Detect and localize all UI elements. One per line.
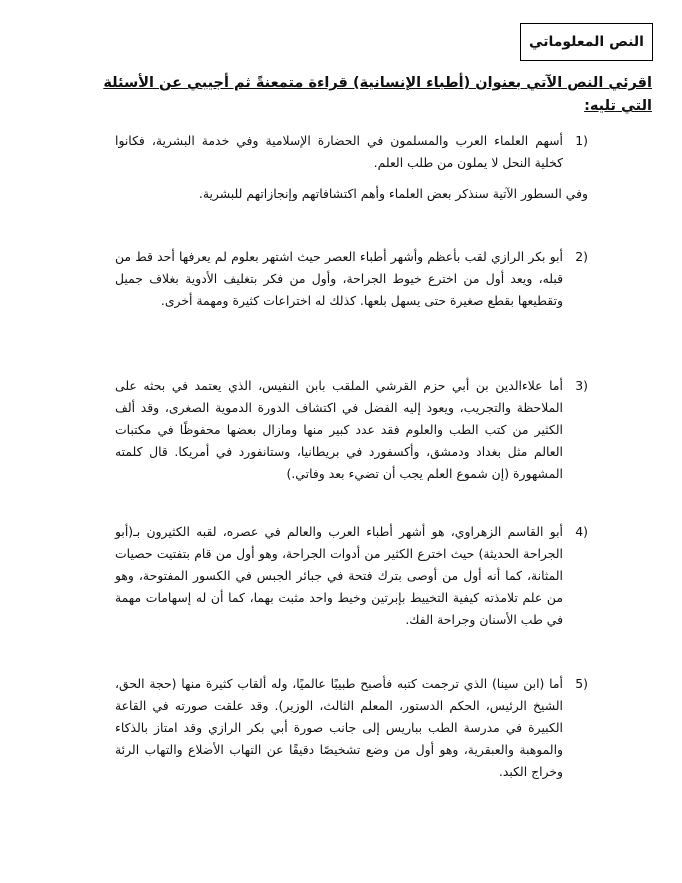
reading-instruction: اقرئي النص الآتي بعنوان (أطباء الإنسانية) قراءة متمعنةً ثم أجيبي عن الأسئلة التي تليه:: [103, 75, 652, 114]
section-title-box: [520, 23, 653, 61]
paragraph-text: أما (ابن سينا) الذي ترجمت كتبه فأصبح طبيبًا عالميًا، وله ألقاب كثيرة منها (حجة الحق، الشيخ الرئيس، الحكم الدستور، المعلم الثالث، الوزير). وقد علقت صورته في القاعة الكبيرة في مدرسة الطب بباريس إلى جانب صورة أبي بكر الرازي وقد امتاز بالذكاء والموهبة والعبقرية، وهو أول من وضع تشخيصًا دقيقًا عن التهاب الأضلاع والتهاب الرئة وخراج الكبد.: [115, 676, 563, 779]
paragraph-number: 5): [575, 676, 588, 691]
paragraph-text: أسهم العلماء العرب والمسلمون في الحضارة الإسلامية وفي خدمة البشرية، فكانوا كخلية النحل لا يملون من طلب العلم.: [115, 133, 563, 170]
paragraph-number: 2): [575, 249, 588, 264]
section-title: النص المعلوماتي: [529, 34, 644, 50]
paragraph-number: 1): [575, 133, 588, 148]
paragraph-number: 3): [575, 378, 588, 393]
paragraph-text: أما علاءالدين بن أبي حزم القرشي الملقب بابن النفيس، الذي يعتمد في بحثه على الملاحظة والتجريب، ويعود إليه الفضل في اكتشاف الدورة الدموية الصغرى، وقد ألف الكثير من كتب الطب والعلوم فقد عدد كبير منها ومازال بعضها محفوظًا في مكتبات العالم مثل بغداد ودمشق، وأكسفورد في بريطانيا، وستانفورد في أمريكا. قال كلمته المشهورة (إن شموع العلم يجب أن تضيء بعد وفاتي.): [115, 378, 563, 481]
paragraph-text: أبو بكر الرازي لقب بأعظم وأشهر أطباء العصر حيث اشتهر بعلوم لم يعرفها أحد قط من قبله، ويعد أول من اخترع خيوط الجراحة، وأول من فكر بتغليف الأدوية بغلاف جميل وتقطيعها بقطع صغيرة حتى يسهل بلعها. كذلك له اختراعات كثيرة ومهمة أخرى.: [115, 249, 563, 308]
paragraph-number: 4): [575, 524, 588, 539]
paragraph-text: أبو القاسم الزهراوي، هو أشهر أطباء العرب والعالم في عصره، لقبه الكثيرون بـ(أبو الجراحة الحديثة) حيث اخترع الكثير من أدوات الجراحة، وهو أول من قام بتفتيت حصيات المثانة، كما أنه أول من أوصى بترك فتحة في جبائر الجبس في الكسور المفتوحة، وهو من علم تلامذته كيفية التخييط بإبرتين وخيط واحد مثبت بهما، كما أن له إسهامات مهمة في طب الأسنان وجراحة الفك.: [115, 524, 563, 627]
intro-line: وفي السطور الآتية سنذكر بعض العلماء وأهم اكتشافاتهم وإنجازاتهم للبشرية.: [198, 186, 588, 201]
